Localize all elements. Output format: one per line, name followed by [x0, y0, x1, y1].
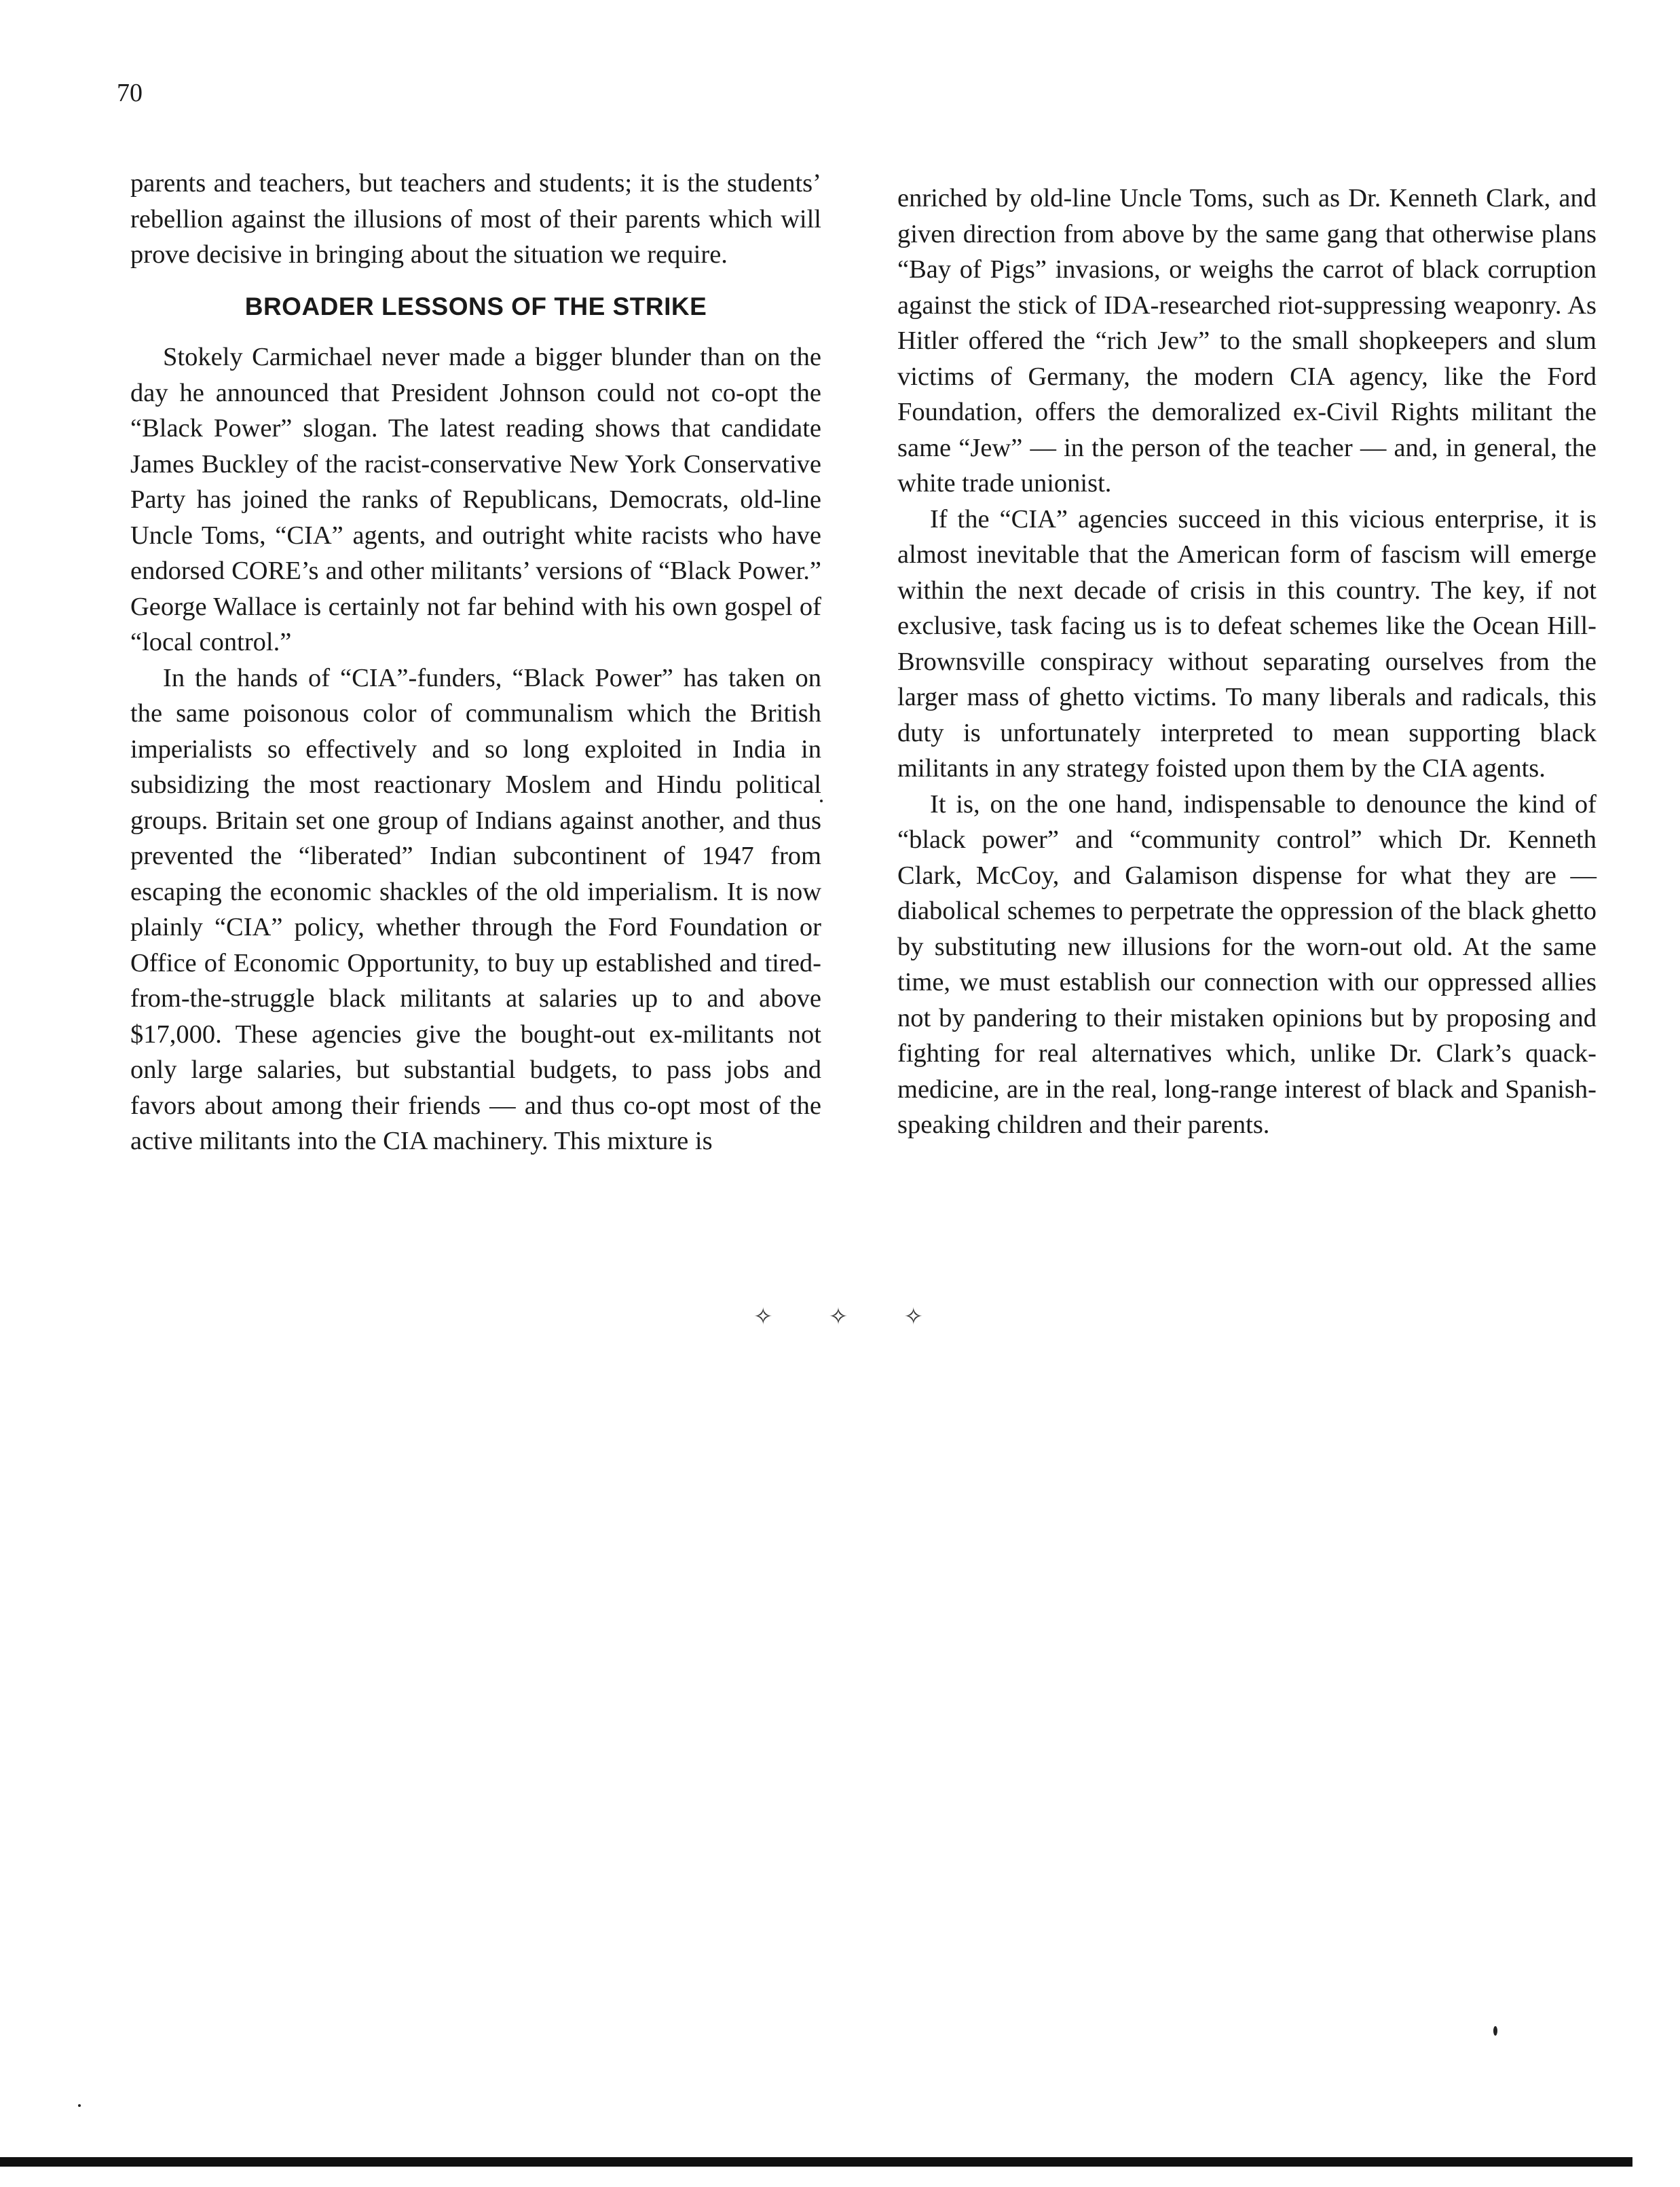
- page-number: 70: [117, 79, 143, 107]
- scan-speck: [1493, 2026, 1497, 2036]
- left-paragraph-1: parents and teachers, but teachers and students; it is the students’ rebellion against the illusions of most of their parents which will prove decisive in bringing about the situation we require.: [130, 169, 821, 269]
- article-end-marks: [753, 1303, 923, 1330]
- section-heading: BROADER LESSONS OF THE STRIKE: [244, 292, 707, 320]
- right-paragraph-2: If the “CIA” agencies succeed in this vicious enterprise, it is almost inevitable that the American form of fascism will emerge within the next decade of crisis in this country. The key, if not exclusive, task facing us is to defeat schemes like the Ocean Hill-Brownsville conspiracy without separating ourselves from the larger mass of ghetto victims. To many liberals and radicals, this duty is unfortunately interpreted to mean supporting black militants in any strategy foisted upon them by the CIA agents.: [897, 504, 1597, 783]
- scan-speck: [78, 2104, 81, 2107]
- left-column: [130, 166, 821, 1159]
- star-ornament-icon: ✧: [753, 1303, 773, 1330]
- star-ornament-icon: ✧: [828, 1303, 848, 1330]
- right-paragraph-3: It is, on the one hand, indispensable to denounce the kind of “black power” and “community control” which Dr. Kenneth Clark, McCoy, and Galamison dispense for what they are — diabolical schemes to perpetrate the oppression of the black ghetto by substituting new illusions for the worn-out old. At the same time, we must establish our connection with our oppressed allies not by pandering to their mistaken opinions but by proposing and fighting for real alternatives which, unlike Dr. Clark’s quack-medicine, are in the real, long-range interest of black and Spanish-speaking children and their parents.: [897, 789, 1597, 1139]
- star-ornament-icon: ✧: [903, 1303, 923, 1330]
- left-paragraph-3: In the hands of “CIA”-funders, “Black Power” has taken on the same poisonous color of communalism which the British imperialists so effectively and so long exploited in India in subsidizing the most reactionary Moslem and Hindu political groups. Britain set one group of Indians against another, and thus prevented the “liberated” Indian subcontinent of 1947 from escaping the economic shackles of the old imperialism. It is now plainly “CIA” policy, whether through the Ford Foundation or Office of Economic Opportunity, to buy up established and tired-from-the-struggle black militants at salaries up to and above $17,000. These agencies give the bought-out ex-militants not only large salaries, but substantial budgets, to pass jobs and favors about among their friends — and thus co-opt most of the active militants into the CIA machinery. This mixture is: [130, 663, 821, 1156]
- left-paragraph-2: Stokely Carmichael never made a bigger blunder than on the day he announced that President Johnson could not co-opt the “Black Power” slogan. The latest reading shows that candidate James Buckley of the racist-conservative New York Conservative Party has joined the ranks of Republicans, Democrats, old-line Uncle Toms, “CIA” agents, and outright white racists who have endorsed CORE’s and other militants’ versions of “Black Power.” George Wallace is certainly not far behind with his own gospel of “local control.”: [130, 343, 821, 657]
- bottom-rule: [0, 2157, 1632, 2167]
- right-paragraph-1: enriched by old-line Uncle Toms, such as Dr. Kenneth Clark, and given direction from above by the same gang that otherwise plans “Bay of Pigs” invasions, or weighs the carrot of black corruption against the stick of IDA-researched riot-suppressing weaponry. As Hitler offered the “rich Jew” to the small shopkeepers and slum victims of Germany, the modern CIA agency, like the Ford Foundation, offers the demoralized ex-Civil Rights militant the same “Jew” — in the person of the teacher — and, in general, the white trade unionist.: [897, 184, 1597, 498]
- scan-speck: [820, 800, 823, 802]
- right-column: [897, 181, 1597, 1143]
